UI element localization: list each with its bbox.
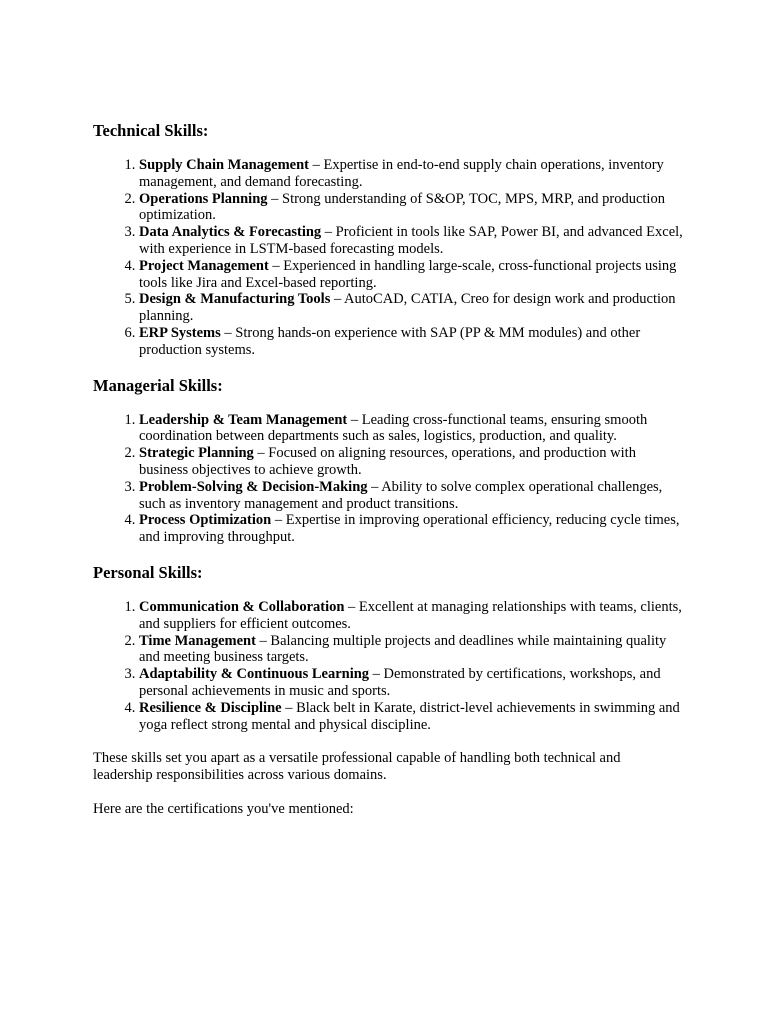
skill-description: – Expertise in end-to-end supply chain operations, inventory management, and demand forecasting. (139, 157, 664, 190)
skill-term: Strategic Planning (139, 445, 254, 462)
skill-term: Operations Planning (139, 190, 268, 207)
technical-skills-section (93, 121, 683, 359)
skill-term: Problem-Solving & Decision-Making (139, 478, 368, 495)
section-heading: Personal Skills: (93, 562, 203, 582)
document-body (93, 121, 683, 835)
skill-term: Design & Manufacturing Tools (139, 291, 331, 308)
skill-term: Supply Chain Management (139, 157, 310, 173)
closing-paragraph: Here are the certifications you've mentioned: (93, 800, 354, 817)
personal-skills-section (93, 563, 683, 733)
skill-description: – Strong understanding of S&OP, TOC, MPS, MRP, and production optimization. (139, 190, 665, 224)
skill-description: – Strong hands-on experience with SAP (PP & MM modules) and other production systems. (139, 324, 641, 358)
skill-description: – Experienced in handling large-scale, cross-functional projects using tools like Jira and Excel-based reporting. (139, 257, 677, 291)
skills-list (93, 157, 683, 359)
list-item (139, 666, 683, 700)
list-item (139, 258, 683, 292)
skill-term: Time Management (139, 632, 256, 649)
list-item (139, 325, 683, 359)
skill-term: Project Management (139, 257, 269, 274)
skill-term: Process Optimization (139, 512, 272, 529)
list-item (139, 191, 683, 225)
list-item (139, 224, 683, 258)
list-item (139, 700, 683, 734)
list-item (139, 157, 683, 191)
list-item (139, 599, 683, 633)
skill-description: – Proficient in tools like SAP, Power BI, and advanced Excel, with experience in LSTM-based forecasting models. (139, 224, 683, 257)
skill-description: – Leading cross-functional teams, ensuring smooth coordination between departments such as sales, logistics, production, and quality. (139, 411, 648, 445)
skill-description: – Black belt in Karate, district-level achievements in swimming and yoga reflect strong mental and physical discipline. (139, 699, 680, 733)
skill-term: Communication & Collaboration (139, 598, 345, 615)
list-item (139, 512, 683, 546)
summary-paragraph: These skills set you apart as a versatile professional capable of handling both technical and leadership responsibilities across various domains. (93, 750, 621, 784)
skill-term: Data Analytics & Forecasting (139, 224, 322, 241)
skills-list (93, 599, 683, 733)
skill-description: – Balancing multiple projects and deadlines while maintaining quality and meeting business targets. (139, 632, 667, 666)
list-item (139, 291, 683, 325)
skill-term: Leadership & Team Management (139, 411, 348, 428)
list-item (139, 445, 683, 479)
skill-description: – Ability to solve complex operational challenges, such as inventory management and product transitions. (139, 478, 663, 512)
list-item (139, 479, 683, 513)
skill-term: Adaptability & Continuous Learning (139, 666, 370, 683)
list-item (139, 412, 683, 446)
skill-description: – Excellent at managing relationships with teams, clients, and suppliers for efficient outcomes. (139, 598, 682, 632)
skill-description: – Demonstrated by certifications, workshops, and personal achievements in music and sports. (139, 666, 661, 699)
skill-description: – Focused on aligning resources, operations, and production with business objectives to achieve growth. (139, 445, 636, 478)
list-item (139, 633, 683, 667)
managerial-skills-section (93, 376, 683, 546)
section-heading: Managerial Skills: (93, 375, 223, 395)
skill-description: – AutoCAD, CATIA, Creo for design work and production planning. (139, 291, 676, 325)
section-heading: Technical Skills: (93, 121, 209, 140)
skill-term: ERP Systems (139, 324, 221, 341)
skill-description: – Expertise in improving operational efficiency, reducing cycle times, and improving throughput. (139, 512, 680, 546)
skills-list (93, 412, 683, 546)
skill-term: Resilience & Discipline (139, 699, 282, 716)
